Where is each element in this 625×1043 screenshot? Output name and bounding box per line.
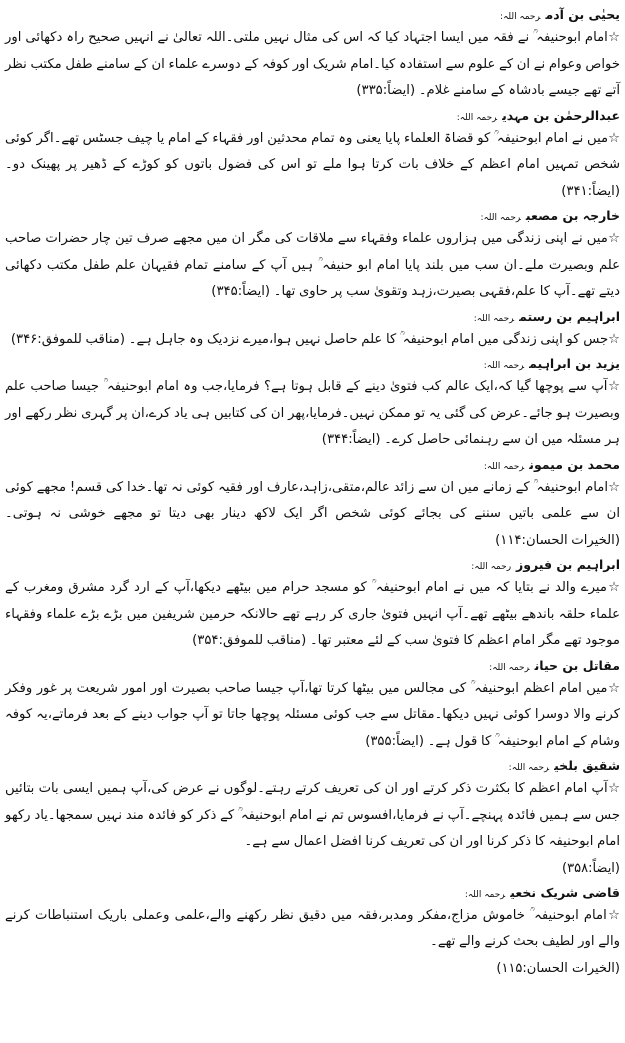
quote-text: ☆میں نے اپنی زندگی میں ہزاروں علماء وفقہاء سے ملاقات کی مگر ان میں مجھے صرف تین چار حضرات صاحب علم وبصیرت ملے۔ان سب میں بلند پایا امام ابو حنیفہ ؒ ہیں آپ کے سامنے تمام فقیہان علم طفل مکتب دکھائی دیتے تھے۔آپ کا علم،فقہی بصیرت،زہد وتقویٰ سب پر حاوی تھا۔ (ایضاً:۳۴۵) — [5, 231, 620, 299]
quote-text: ☆امام ابوحنیفہ ؒ کے زمانے میں ان سے زائد عالم،متقی،زاہد،عارف اور فقیہ کوئی نہ تھا۔خدا کی قسم! مجھے کوئی ان سے علمی باتیں سننے کی بجائے کوئی شخص اگر ایک لاکھ دینار بھی دیتا تو مجھے خوشی نہ ہوتی۔ (الخیرات الحسان:۱۱۴) — [5, 479, 620, 548]
citation: (الخیرات الحسان:۱۱۵) — [496, 960, 620, 976]
quote-text: ☆جس کو اپنی زندگی میں امام ابوحنیفہ ؒ کا علم حاصل نہیں ہوا،میرے نزدیک وہ جاہل ہے۔ (مناقب للموفق:۳۴۶) — [10, 331, 620, 347]
quote-text: ☆آپ امام اعظم کا بکثرت ذکر کرتے اور ان کی تعریف کرتے رہتے۔لوگوں نے عرض کی،آپ ہمیں ایسی بات بتائیں جس سے ہمیں فائدہ پہنچے۔آپ نے فرمایا،افسوس تم نے امام ابوحنیفہ ؒ کے ذکر کو فائدہ مند نہیں سمجھا۔یاد رکھو امام ابوحنیفہ کا ذکر کرنا اور ان کی تعریف کرنا افضل اعمال سے ہے۔ — [5, 781, 620, 849]
entry-muqatil-bin-hayyan — [5, 655, 620, 756]
scholar-name: یزید بن ابراہیمرحمہ اللہ: — [483, 356, 620, 371]
honorific: رحمہ اللہ: — [456, 112, 498, 123]
citation: (الخیرات الحسان:۱۱۴) — [495, 532, 620, 548]
citation: (مناقب للموفق:۳۵۴) — [192, 633, 307, 648]
entry-qazi-sharik-nakhai — [5, 882, 620, 982]
honorific: رحمہ اللہ: — [508, 763, 550, 773]
honorific: رحمہ اللہ: — [483, 461, 525, 472]
quote-text: ☆میں امام اعظم ابوحنیفہ ؒ کی مجالس میں بیٹھا کرتا تھا،آپ جیسا صاحب بصیرت اور امور شریعت پر غور وفکر کرنے والا دوسرا کوئی نہیں دیکھا۔مقاتل سے جب کوئی مسئلہ پوچھا جاتا تو آپ جواب دینے کے بعد فرماتے،یہ کوفہ وشام کے امام ابوحنیفہ ؒ کا قول ہے۔ (ایضاً:۳۵۵) — [5, 680, 620, 749]
honorific: رحمہ اللہ: — [473, 313, 515, 324]
scholar-name: مقاتل بن حیانرحمہ اللہ: — [489, 657, 620, 673]
honorific: رحمہ اللہ: — [483, 361, 525, 371]
entry-kharija-bin-musab — [5, 205, 620, 306]
citation: (ایضاً:۳۳۵) — [356, 83, 416, 98]
scholar-name: عبدالرحمٰن بن مہدیرحمہ اللہ: — [456, 107, 620, 123]
scholar-name: شقیق بلخیرحمہ اللہ: — [508, 758, 620, 773]
entry-shaqiq-balkhi — [5, 755, 620, 882]
citation: (ایضاً:۳۵۵) — [365, 733, 424, 749]
quote-text: ☆میرے والد نے بتایا کہ میں نے امام ابوحنیفہ ؒ کو مسجد حرام میں بیٹھے دیکھا،آپ کے ارد گرد مشرق ومغرب کے علماء حلقہ باندھے بیٹھے تھے۔آپ انہیں فتویٰ جاری کر رہے تھے حالانکہ حرمین شریفین میں بڑے بڑے علماء وفقہاء موجود تھے مگر امام اعظم کا فتویٰ سب کے لئے معتبر تھا۔ (مناقب للموفق:۳۵۴) — [5, 580, 620, 648]
scholar-name: خارجہ بن مصعبرحمہ اللہ: — [480, 208, 620, 223]
citation: (ایضاً:۳۴۴) — [321, 432, 381, 447]
citation: (ایضاً:۳۴۵) — [211, 284, 271, 299]
honorific: رحمہ اللہ: — [500, 12, 541, 22]
citation: (ایضاً:۳۵۸) — [562, 860, 620, 876]
scholar-name: یحیٰی بن آدمرحمہ اللہ: — [500, 7, 620, 22]
entry-abdulrahman-bin-mahdi — [5, 105, 620, 206]
citation: (مناقب للموفق:۳۴۶) — [10, 331, 126, 347]
honorific: رحمہ اللہ: — [480, 213, 521, 223]
scholar-name: محمد بن میمونرحمہ اللہ: — [483, 456, 620, 472]
citation: (ایضاً:۳۴۱) — [561, 183, 620, 199]
scholar-name: ابراہیم بن رستمرحمہ اللہ: — [473, 308, 620, 324]
honorific: رحمہ اللہ: — [489, 662, 530, 673]
entry-ibrahim-bin-feroz — [5, 554, 620, 655]
scholar-name: ابراہیم بن فیروزرحمہ اللہ: — [471, 557, 620, 572]
quote-text: ☆آپ سے پوچھا گیا کہ،ایک عالم کب فتویٰ دینے کے قابل ہوتا ہے؟ فرمایا،جب وہ امام ابوحنیفہ ؒ جیسا صاحب علم وبصیرت ہو جائے۔عرض کی گئی یہ تو ممکن نہیں۔فرمایا،پھر ان کی کتابیں ہی یاد کرے،ان پر گہری نظر رکھے اور ہر مسئلہ میں ان سے رہنمائی حاصل کرے۔ (ایضاً:۳۴۴) — [5, 379, 620, 447]
entry-muhammad-bin-maimoon — [5, 454, 620, 555]
scholar-name: قاضی شریک نخعیرحمہ اللہ: — [464, 884, 620, 900]
entry-yahya-bin-adam — [5, 4, 620, 105]
quote-text: ☆میں نے امام ابوحنیفہ ؒ کو قضاۃ العلماء پایا یعنی وہ تمام محدثین اور فقہاء کے امام یا چیف جسٹس تھے۔اگر کوئی شخص تمہیں امام اعظم کے خلاف بات کرتا ہوا ملے تو اس کی فضول باتوں کو کوڑے کے ڈھیر پر پھینک دو۔ (ایضاً:۳۴۱) — [5, 130, 620, 199]
entry-ibrahim-bin-rustam — [5, 306, 620, 354]
honorific: رحمہ اللہ: — [471, 562, 512, 572]
quote-text: ☆امام ابوحنیفہ ؒ خاموش مزاج،مفکر ومدبر،فقہ میں دقیق نظر رکھنے والے،علمی وعملی باریک استنباطات کرنے والے اور لطیف بحث کرنے والے تھے۔ — [5, 907, 620, 949]
entry-yazid-bin-ibrahim — [5, 353, 620, 454]
quote-text: ☆امام ابوحنیفہ ؒ نے فقہ میں ایسا اجتہاد کیا کہ اس کی مثال نہیں ملتی۔اللہ تعالیٰ نے انہیں صحیح راہ دکھائی اور خواص وعوام نے ان کے علوم سے استفادہ کیا۔امام شریک اور کوفہ کے دوسرے علماء ان کے سامنے طفل مکتب نظر آتے تھے جیسے بادشاہ کے سامنے غلام۔ (ایضاً:۳۳۵) — [4, 30, 620, 98]
honorific: رحمہ اللہ: — [464, 889, 506, 900]
